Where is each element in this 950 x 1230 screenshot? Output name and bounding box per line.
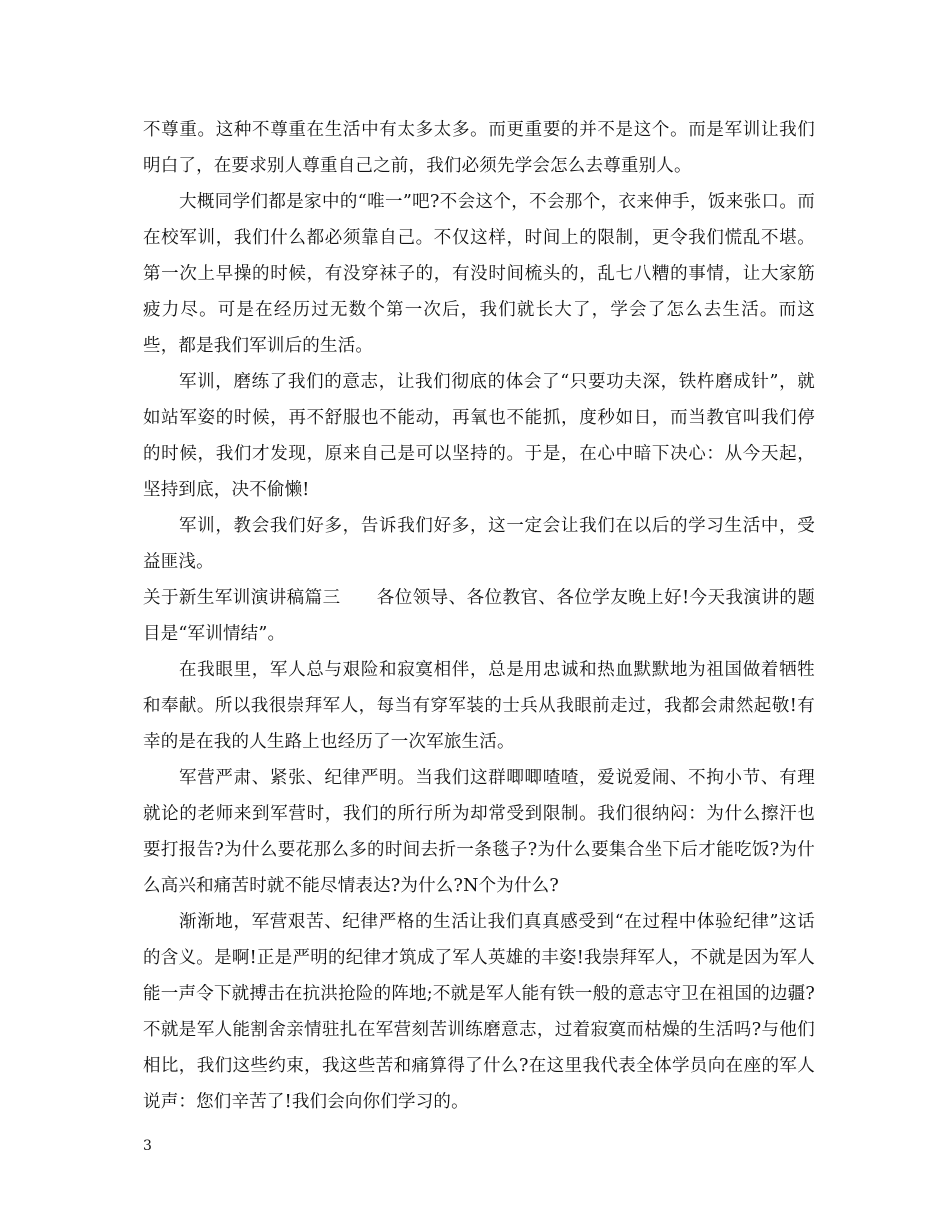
section-heading-line [143,580,815,652]
section-heading: 关于新生军训演讲稿篇三 [143,588,341,608]
paragraph: 渐渐地，军营艰苦、纪律严格的生活让我们真真感受到“在过程中体验纪律”这话的含义。是啊!正是严明的纪律才筑成了军人英雄的丰姿!我崇拜军人，不就是因为军人能一声令下就搏击在抗洪抢险的阵地;不就是军人能有铁一般的意志守卫在祖国的边疆?不就是军人能割舍亲情驻扎在军营刻苦训练磨意志，过着寂寞而枯燥的生活吗?与他们相比，我们这些约束，我这些苦和痛算得了什么?在这里我代表全体学员向在座的军人说声：您们辛苦了!我们会向你们学习的。 [143,912,815,1112]
paragraph: 军训，磨练了我们的意志，让我们彻底的体会了“只要功夫深，铁杵磨成针”，就如站军姿的时候，再不舒服也不能动，再氧也不能抓，度秒如日，而当教官叫我们停的时候，我们才发现，原来自己是可以坚持的。于是，在心中暗下决心：从今天起，坚持到底，决不偷懒! [143,372,815,500]
section-intro: 各位领导、各位教官、各位学友晚上好!今天我演讲的题目是“军训情结”。 [143,588,815,644]
paragraph: 在我眼里，军人总与艰险和寂寞相伴，总是用忠诚和热血默默地为祖国做着牺牲和奉献。所以我很崇拜军人，每当有穿军装的士兵从我眼前走过，我都会肃然起敬!有幸的是在我的人生路上也经历了一次军旅生活。 [143,660,815,752]
document-body [143,112,815,1120]
paragraph: 军营严肃、紧张、纪律严明。当我们这群唧唧喳喳，爱说爱闹、不拘小节、有理就论的老师来到军营时，我们的所行所为却常受到限制。我们很纳闷：为什么擦汗也要打报告?为什么要花那么多的时间去折一条毯子?为什么要集合坐下后才能吃饭?为什么高兴和痛苦时就不能尽情表达?为什么?N个为什么? [143,768,815,896]
paragraph: 军训，教会我们好多，告诉我们好多，这一定会让我们在以后的学习生活中，受益匪浅。 [143,516,815,572]
paragraph: 大概同学们都是家中的“唯一”吧?不会这个，不会那个，衣来伸手，饭来张口。而在校军训，我们什么都必须靠自己。不仅这样，时间上的限制，更令我们慌乱不堪。第一次上早操的时候，有没穿袜子的，有没时间梳头的，乱七八糟的事情，让大家筋疲力尽。可是在经历过无数个第一次后，我们就长大了，学会了怎么去生活。而这些，都是我们军训后的生活。 [143,192,815,356]
paragraph: 不尊重。这种不尊重在生活中有太多太多。而更重要的并不是这个。而是军训让我们明白了，在要求别人尊重自己之前，我们必须先学会怎么去尊重别人。 [143,120,815,176]
page-number: 3 [143,1138,152,1154]
